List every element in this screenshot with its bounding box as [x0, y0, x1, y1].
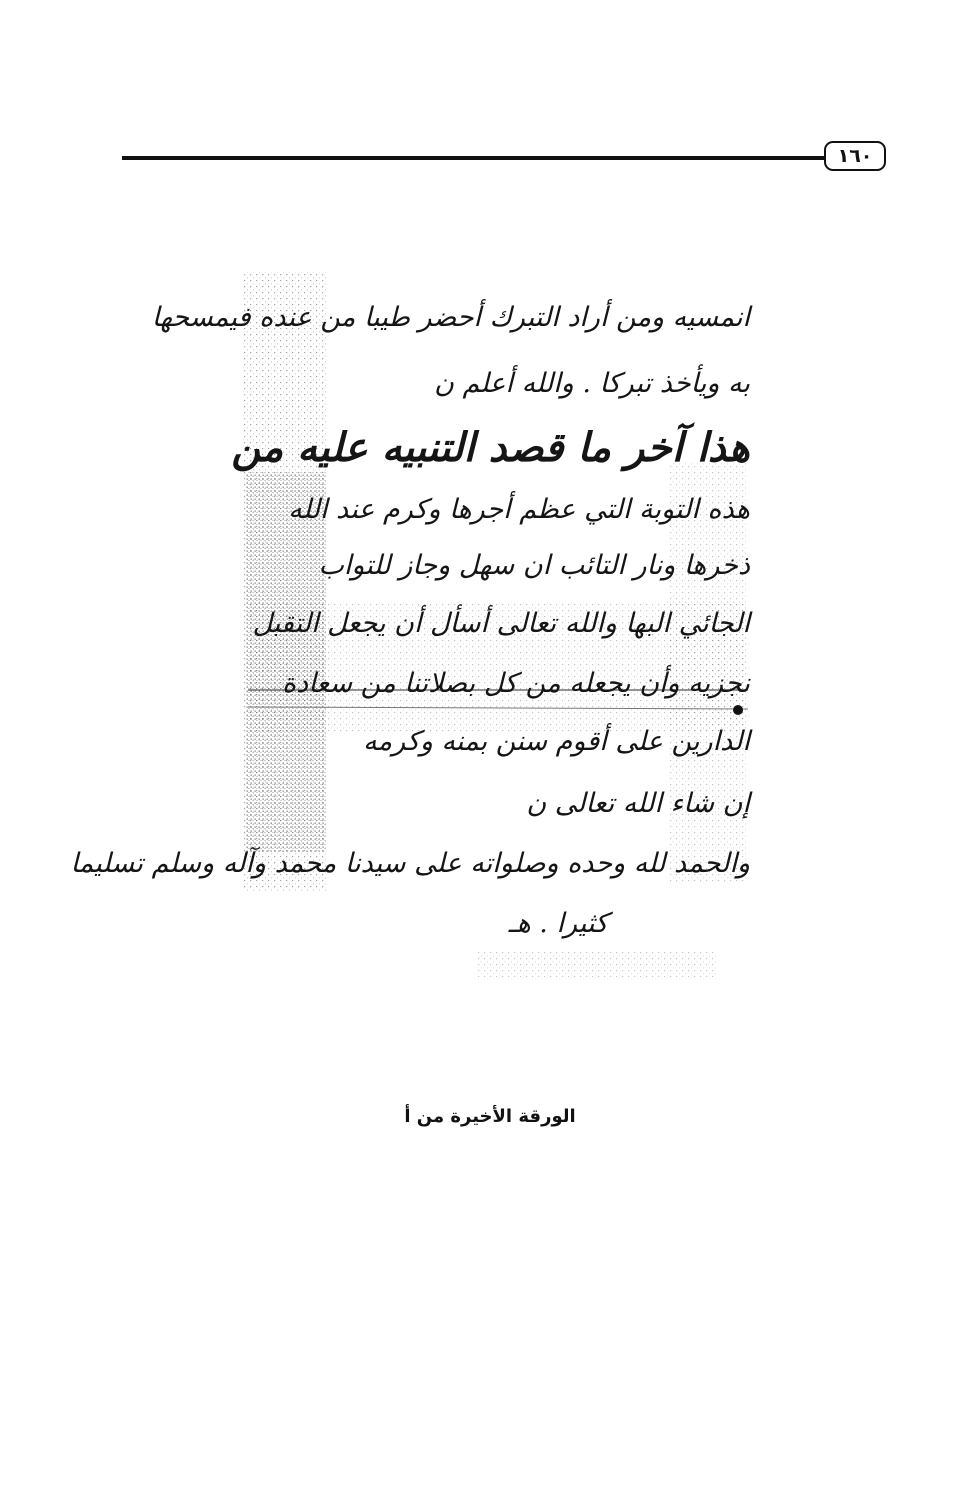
manuscript-line-11: كثيرا . هـ [508, 908, 608, 939]
page-number: ١٦٠ [824, 141, 886, 171]
manuscript-line-4: هذه التوبة التي عظم أجرها وكرم عند الله [288, 494, 750, 525]
manuscript-line-3: هذا آخر ما قصد التنبيه عليه من [231, 424, 750, 471]
manuscript-line-10: والحمد لله وحده وصلواته على سيدنا محمد وآله وسلم تسليما [70, 848, 750, 879]
manuscript-line-8: الدارين على أقوم سنن بمنه وكرمه [363, 726, 750, 757]
manuscript-line-9: إن شاء الله تعالى ن [526, 788, 750, 819]
manuscript-line-7: نجزيه وأن يجعله من كل بصلاتنا من سعادة [282, 668, 750, 699]
header-rule [122, 156, 825, 160]
manuscript-line-5: ذخرها ونار التائب ان سهل وجاز للتواب [318, 550, 750, 581]
manuscript-line-6: الجائي البها والله تعالى أسأل أن يجعل التقبل [252, 608, 750, 639]
manuscript-line-2: به ويأخذ تبركا . والله أعلم ن [434, 368, 750, 399]
manuscript-line-1: انمسيه ومن أراد التبرك أحضر طيبا من عنده فيمسحها [151, 302, 750, 333]
image-caption: الورقة الأخيرة من أ [404, 1106, 576, 1127]
manuscript-image [70, 262, 758, 980]
